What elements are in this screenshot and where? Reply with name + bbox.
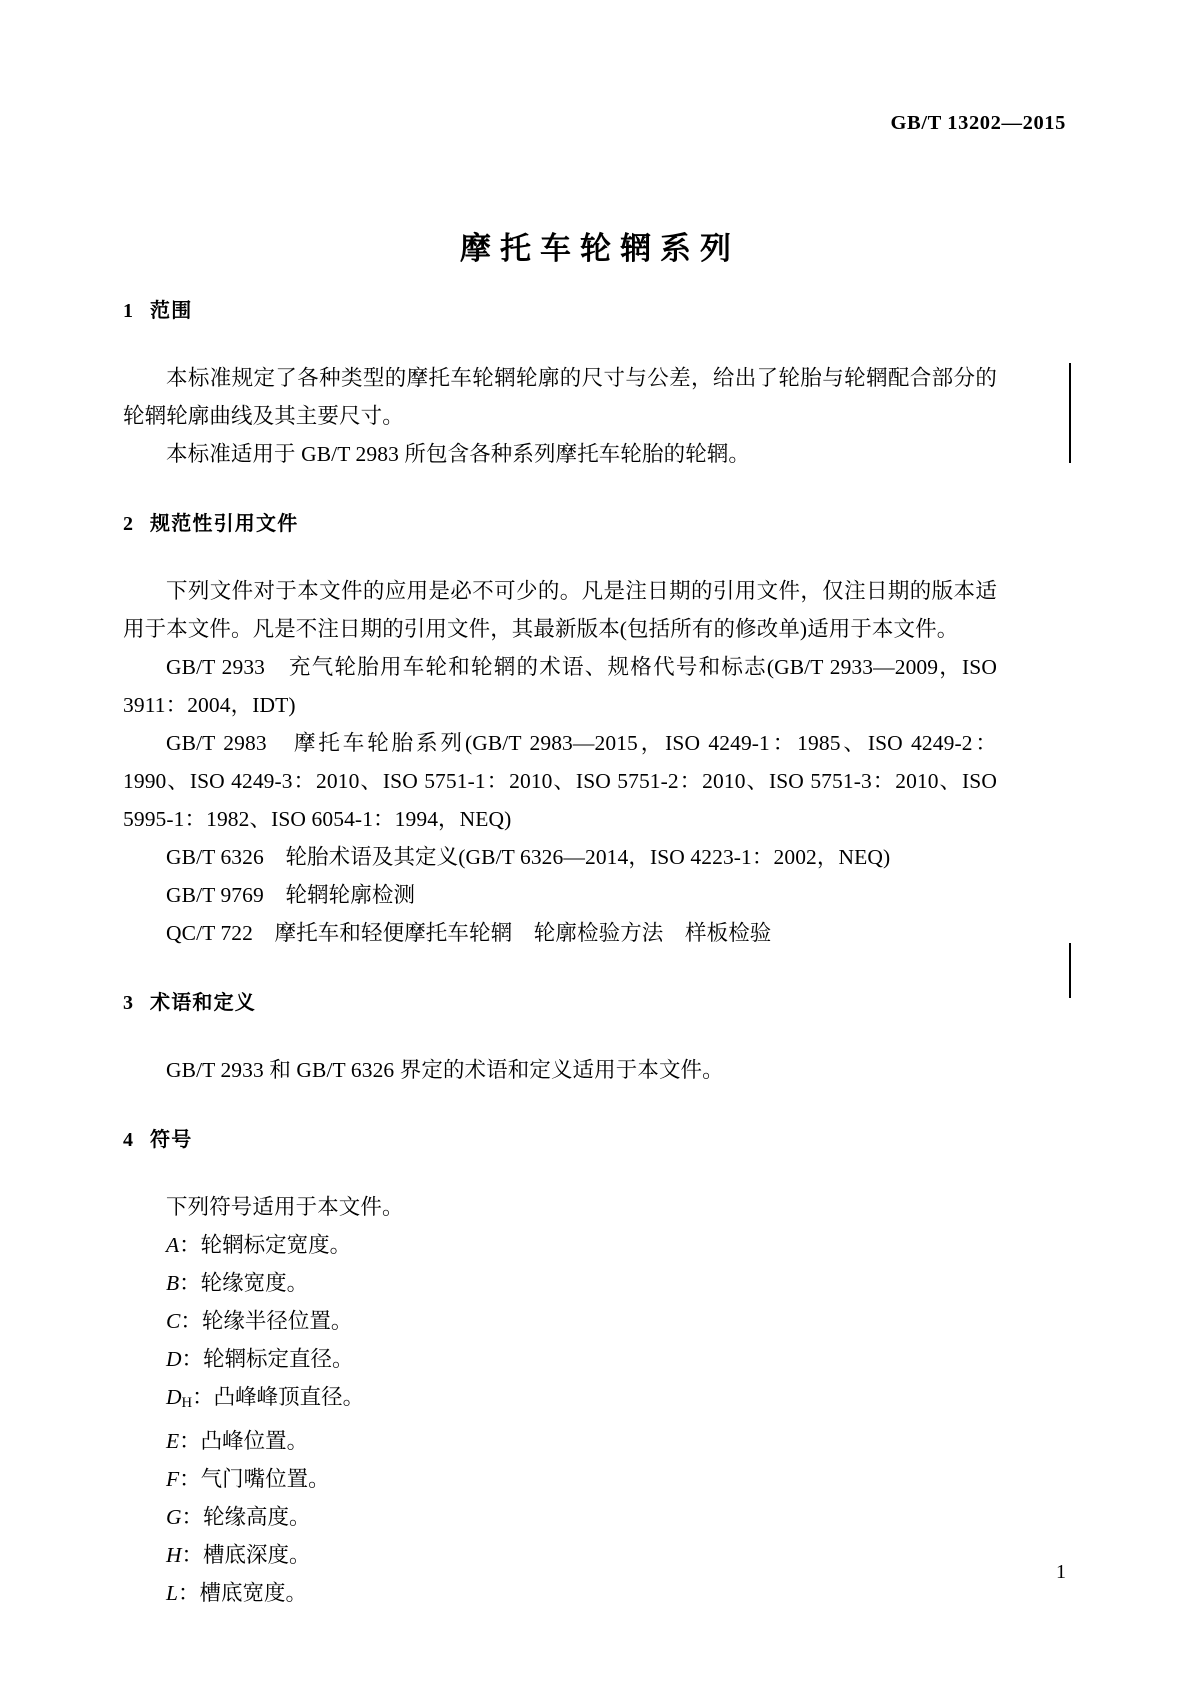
symbol-definition-row xyxy=(123,1536,997,1574)
symbol-definition-text: ：轮辋标定直径。 xyxy=(181,1347,354,1371)
clause-number-2: 2 xyxy=(123,513,134,535)
symbol-definition-text: ：轮缘半径位置。 xyxy=(180,1309,353,1333)
symbol-definition-row xyxy=(123,1422,997,1460)
change-bar xyxy=(1069,943,1071,998)
symbol-definition-text: ：轮辋标定宽度。 xyxy=(179,1233,352,1257)
symbol-definition-row xyxy=(123,1340,997,1378)
clause-title-4: 符号 xyxy=(150,1127,193,1151)
clause-title-3: 术语和定义 xyxy=(150,990,256,1014)
clause-heading-3 xyxy=(123,992,997,1013)
symbol-definition-text: ：轮缘高度。 xyxy=(181,1505,311,1530)
running-head-standard-number: GB/T 13202—2015 xyxy=(890,112,1066,134)
clause-4-paragraph-1: 下列符号适用于本文件。 xyxy=(166,1195,404,1219)
clause-heading-4 xyxy=(123,1129,997,1150)
symbol-definition-row xyxy=(123,1302,997,1340)
symbol-letter: L xyxy=(166,1581,178,1606)
normative-reference-item: QC/T 722 摩托车和轻便摩托车轮辋 轮廓检验方法 样板检验 xyxy=(166,921,772,945)
normative-reference-item: GB/T 2933 充气轮胎用车轮和轮辋的术语、规格代号和标志(GB/T 2933—2009，ISO 3911：2004，IDT) xyxy=(123,655,997,717)
symbol-letter: H xyxy=(166,1543,182,1568)
normative-reference-item: GB/T 6326 轮胎术语及其定义(GB/T 6326—2014，ISO 4223-1：2002，NEQ) xyxy=(166,845,891,869)
symbol-definition-row xyxy=(123,1460,997,1498)
clause-number-4: 4 xyxy=(123,1129,134,1151)
clause-number-3: 3 xyxy=(123,992,134,1014)
clause-1-paragraph-1: 本标准规定了各种类型的摩托车轮辋轮廓的尺寸与公差，给出了轮胎与轮辋配合部分的轮辋轮廓曲线及其主要尺寸。 xyxy=(123,366,997,428)
clause-number-1: 1 xyxy=(123,300,134,322)
normative-reference-item: GB/T 2983 摩托车轮胎系列(GB/T 2983—2015，ISO 4249-1：1985、ISO 4249-2：1990、ISO 4249-3：2010、ISO 5751-1：2010、ISO 5751-2：2010、ISO 5751-3：2010、ISO 5995-1：1982、ISO 6054-1：1994，NEQ) xyxy=(123,731,997,831)
clause-heading-2 xyxy=(123,513,997,534)
symbol-letter: F xyxy=(166,1467,180,1492)
symbol-letter: D xyxy=(166,1347,182,1371)
clause-heading-1 xyxy=(123,300,997,321)
clause-3-paragraph-1: GB/T 2933 和 GB/T 6326 界定的术语和定义适用于本文件。 xyxy=(166,1058,724,1082)
symbol-definition-row xyxy=(123,1264,997,1302)
symbol-subscript: H xyxy=(181,1395,193,1412)
symbol-letter: B xyxy=(166,1271,180,1295)
document-body xyxy=(123,300,997,1612)
page-title: 摩托车轮辋系列 xyxy=(460,230,740,267)
symbol-definition-text: ：凸峰位置。 xyxy=(179,1429,309,1454)
page-number: 1 xyxy=(1056,1561,1066,1583)
symbol-definition-text: ：凸峰峰顶直径。 xyxy=(192,1385,365,1409)
clause-1-paragraph-2: 本标准适用于 GB/T 2983 所包含各种系列摩托车轮胎的轮辋。 xyxy=(166,442,751,466)
symbol-definition-list xyxy=(123,1226,997,1612)
clause-title-2: 规范性引用文件 xyxy=(150,511,299,535)
symbol-definition-row xyxy=(123,1574,997,1612)
clause-title-1: 范围 xyxy=(150,298,193,322)
symbol-letter: C xyxy=(166,1309,181,1333)
symbol-letter: A xyxy=(166,1233,180,1257)
symbol-definition-text: ：槽底宽度。 xyxy=(177,1581,307,1606)
symbol-definition-row xyxy=(123,1378,997,1422)
symbol-definition-text: ：气门嘴位置。 xyxy=(179,1467,330,1492)
symbol-definition-text: ：槽底深度。 xyxy=(181,1543,311,1568)
change-bar xyxy=(1069,363,1071,463)
normative-reference-item: GB/T 9769 轮辋轮廓检测 xyxy=(166,883,416,907)
symbol-definition-row xyxy=(123,1498,997,1536)
symbol-letter: D xyxy=(166,1385,182,1409)
symbol-letter: G xyxy=(166,1505,182,1530)
symbol-definition-row xyxy=(123,1226,997,1264)
symbol-letter: E xyxy=(166,1429,180,1454)
symbol-definition-text: ：轮缘宽度。 xyxy=(179,1271,309,1295)
clause-2-paragraph-1: 下列文件对于本文件的应用是必不可少的。凡是注日期的引用文件，仅注日期的版本适用于本文件。凡是不注日期的引用文件，其最新版本(包括所有的修改单)适用于本文件。 xyxy=(123,579,997,641)
